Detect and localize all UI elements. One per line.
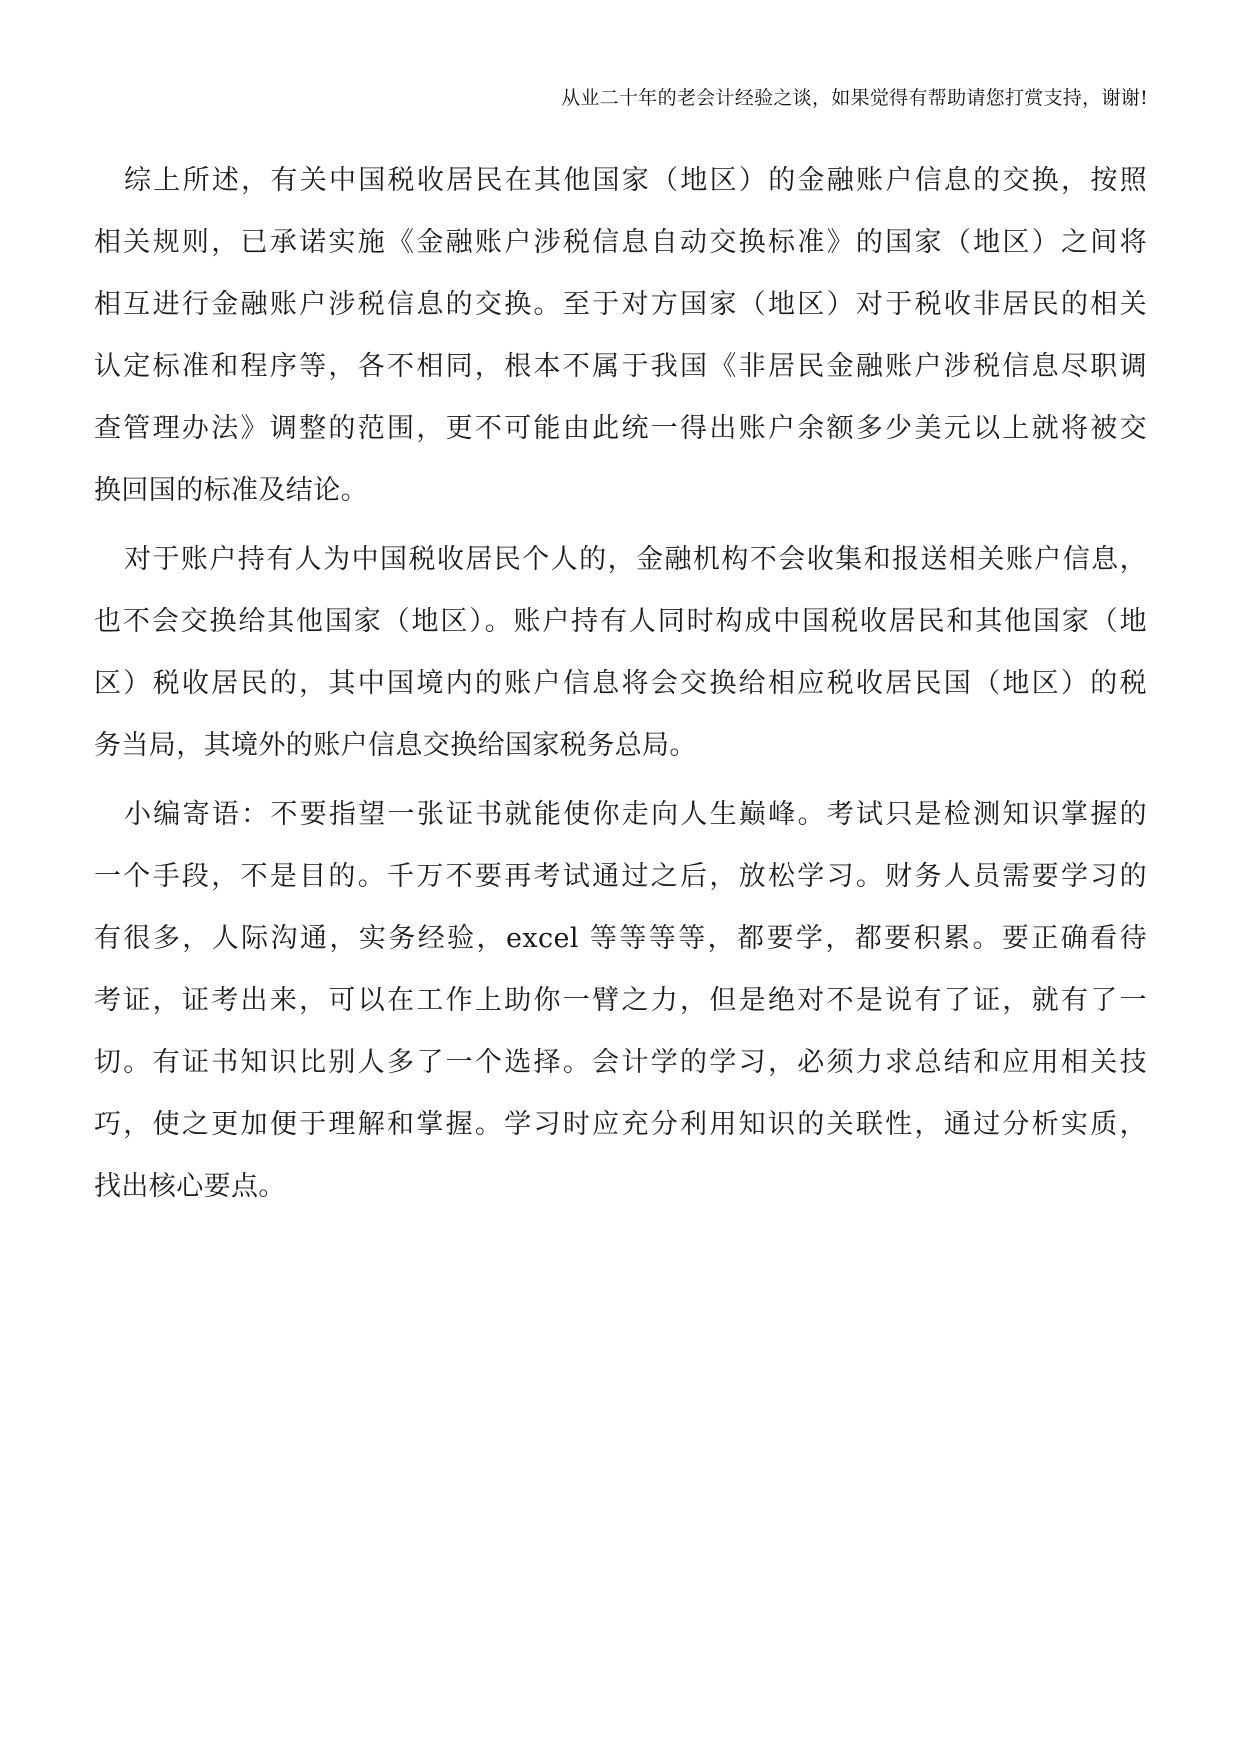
paragraph-editor-note: [94, 784, 1147, 1218]
paragraph-line: 查管理办法》调整的范围，更不可能由此统一得出账户余额多少美元以上就将被交: [94, 413, 1147, 444]
paragraph-account-holders: [94, 529, 1147, 777]
paragraph-line: 一个手段，不是目的。千万不要再考试通过之后，放松学习。财务人员需要学习的: [94, 861, 1147, 892]
paragraph-line: 认定标准和程序等，各不相同，根本不属于我国《非居民金融账户涉税信息尽职调: [94, 351, 1147, 382]
paragraph-line: 巧，使之更加便于理解和掌握。学习时应充分利用知识的关联性，通过分析实质，: [94, 1109, 1147, 1140]
paragraph-line: 务当局，其境外的账户信息交换给国家税务总局。: [94, 730, 697, 761]
paragraph-line: 也不会交换给其他国家（地区）。账户持有人同时构成中国税收居民和其他国家（地: [94, 606, 1147, 637]
paragraph-line: 考证，证考出来，可以在工作上助你一臂之力，但是绝对不是说有了证，就有了一: [94, 985, 1147, 1016]
paragraph-line: 相互进行金融账户涉税信息的交换。至于对方国家（地区）对于税收非居民的相关: [94, 289, 1147, 320]
paragraph-line: 对于账户持有人为中国税收居民个人的，金融机构不会收集和报送相关账户信息，: [124, 544, 1147, 575]
paragraph-line: 相关规则，已承诺实施《金融账户涉税信息自动交换标准》的国家（地区）之间将: [94, 227, 1147, 258]
paragraph-line: 区）税收居民的，其中国境内的账户信息将会交换给相应税收居民国（地区）的税: [94, 668, 1147, 699]
paragraph-line: 找出核心要点。: [94, 1171, 286, 1202]
paragraph-line: 有很多，人际沟通，实务经验，excel 等等等等，都要学，都要积累。要正确看待: [94, 923, 1147, 954]
page-header-tagline: 从业二十年的老会计经验之谈，如果觉得有帮助请您打赏支持，谢谢!: [561, 87, 1148, 109]
paragraph-line: 综上所述，有关中国税收居民在其他国家（地区）的金融账户信息的交换，按照: [124, 165, 1147, 196]
paragraph-summary: [94, 150, 1147, 522]
paragraph-line: 换回国的标准及结论。: [94, 475, 368, 506]
paragraph-line: 小编寄语：不要指望一张证书就能使你走向人生巅峰。考试只是检测知识掌握的: [124, 799, 1147, 830]
paragraph-line: 切。有证书知识比别人多了一个选择。会计学的学习，必须力求总结和应用相关技: [94, 1047, 1147, 1078]
article-body: [94, 150, 1147, 1218]
